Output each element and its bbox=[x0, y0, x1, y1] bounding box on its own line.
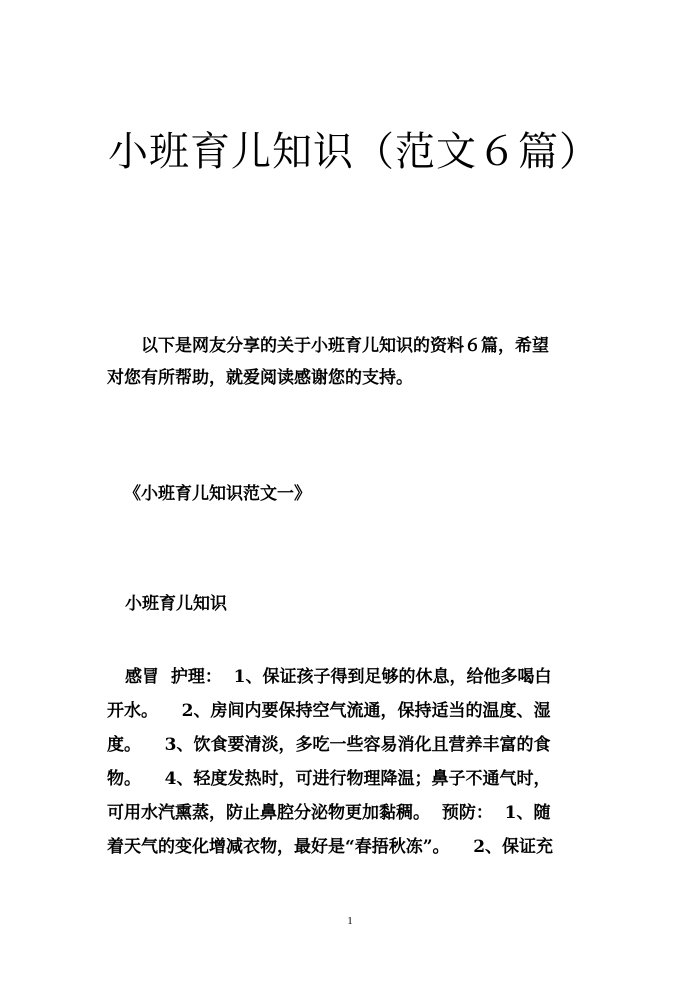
body-line: 着天气的变化增减衣物，最好是“春捂秋冻”。 2、保证充 bbox=[107, 837, 554, 857]
intro-paragraph bbox=[107, 330, 607, 394]
intro-line-1: 以下是网友分享的关于小班育儿知识的资料６篇，希望 bbox=[141, 336, 549, 356]
body-line: 物。 4、轻度发热时，可进行物理降温；鼻子不通气时， bbox=[107, 769, 551, 789]
body-line: 开水。 2、房间内要保持空气流通，保持适当的温度、湿 bbox=[107, 701, 551, 721]
body-line: 可用水汽熏蒸，防止鼻腔分泌物更加黏稠。 预防： 1、随 bbox=[107, 803, 551, 823]
body-line: 感冒 护理： 1、保证孩子得到足够的休息，给他多喝白 bbox=[125, 667, 552, 687]
section-heading: 《小班育儿知识范文一》 bbox=[124, 484, 311, 504]
subheading: 小班育儿知识 bbox=[125, 594, 227, 614]
page-number: 1 bbox=[347, 915, 353, 927]
document-title: 小班育儿知识（范文６篇） bbox=[108, 129, 600, 175]
body-paragraph bbox=[107, 660, 607, 864]
body-line: 度。 3、饮食要清淡，多吃一些容易消化且营养丰富的食 bbox=[107, 735, 551, 755]
intro-line-2: 对您有所帮助，就爱阅读感谢您的支持。 bbox=[107, 368, 413, 388]
